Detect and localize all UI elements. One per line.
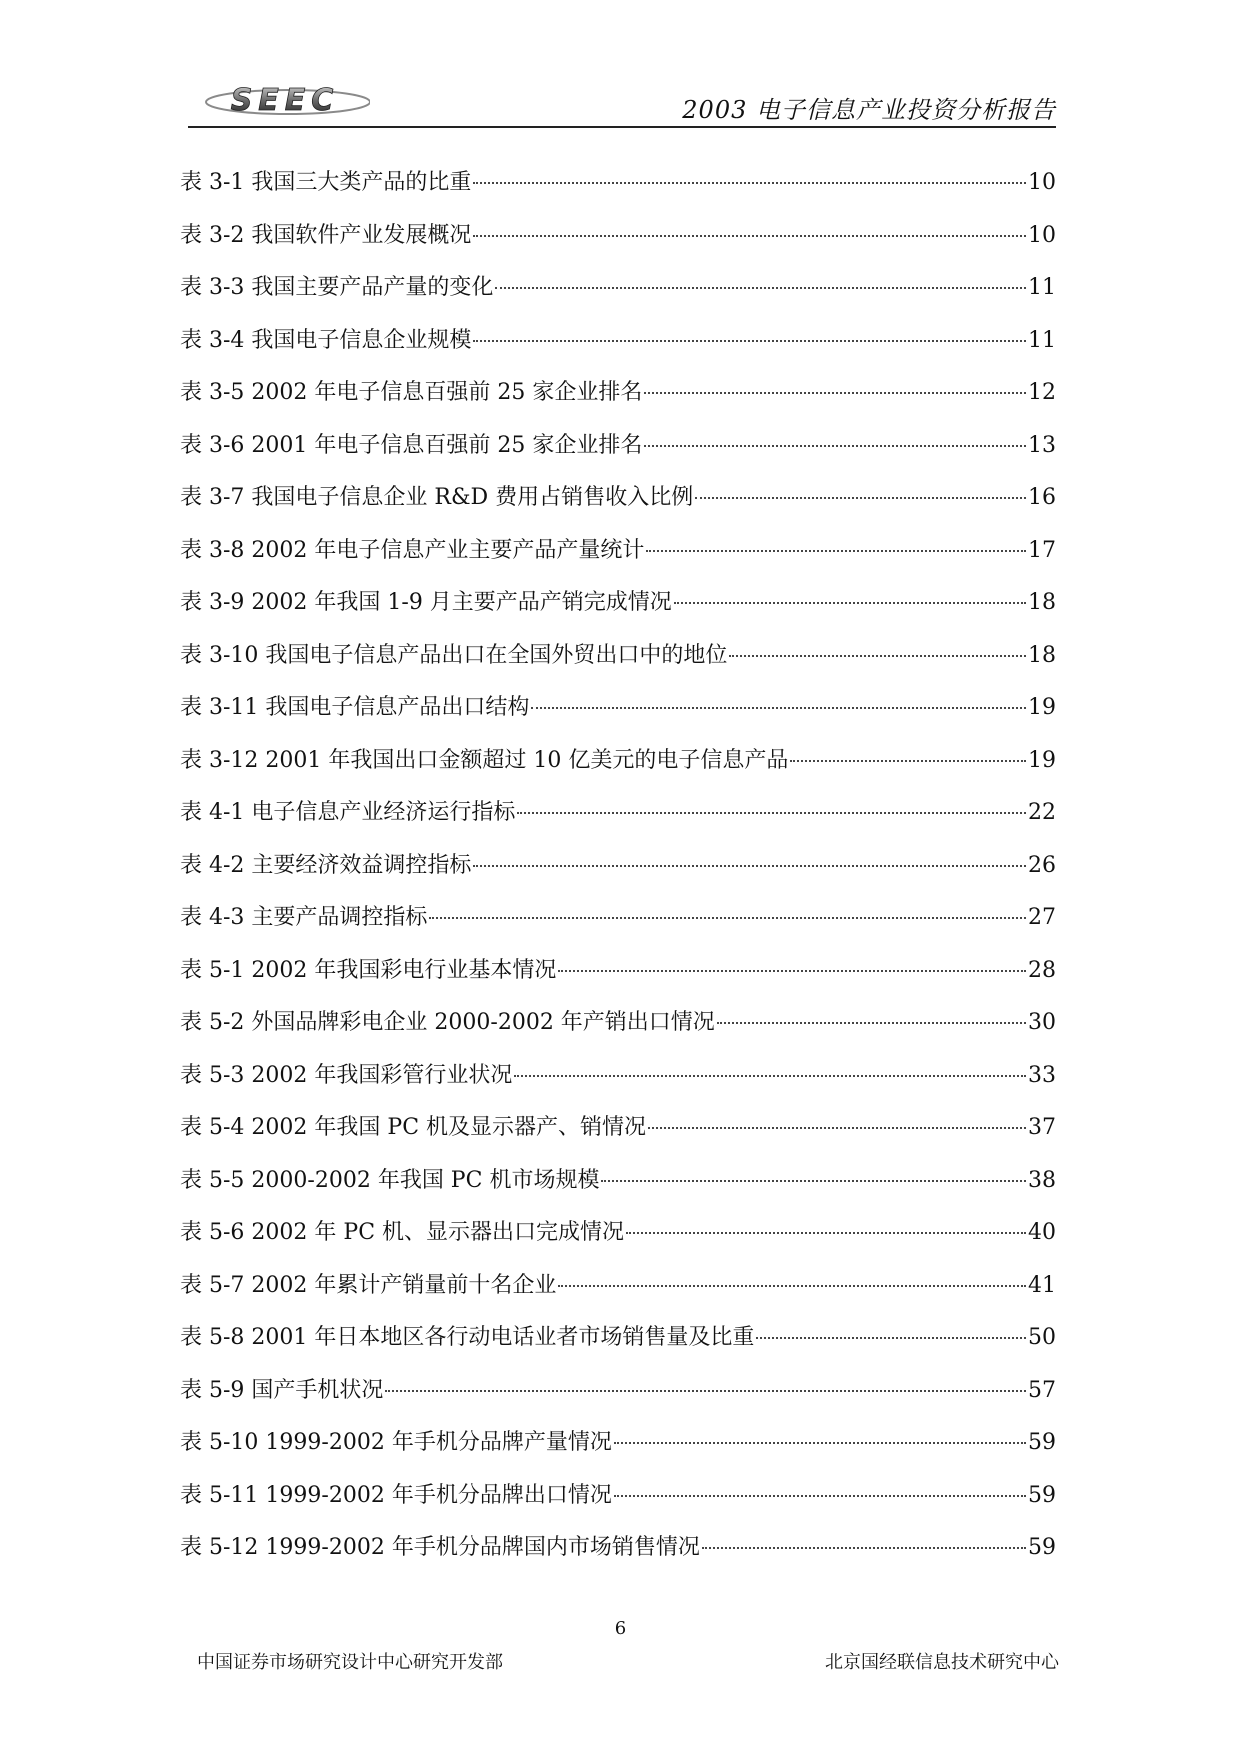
toc-entry-title: 表 4-3 主要产品调控指标 bbox=[180, 905, 428, 930]
toc-entry[interactable] bbox=[180, 1373, 1056, 1426]
toc-entry-title: 表 3-7 我国电子信息企业 R&D 费用占销售收入比例 bbox=[180, 485, 694, 510]
toc-entry[interactable] bbox=[180, 375, 1056, 428]
toc-entry-title: 表 5-9 国产手机状况 bbox=[180, 1377, 384, 1403]
toc-entry-title: 表 3-8 2002 年电子信息产业主要产品产量统计 bbox=[180, 537, 645, 563]
toc-dot-leader bbox=[558, 1285, 1026, 1287]
toc-entry-title: 表 3-5 2002 年电子信息百强前 25 家企业排名 bbox=[180, 380, 643, 405]
toc-entry-page: 22 bbox=[1028, 800, 1056, 825]
toc-entry-page: 38 bbox=[1028, 1167, 1056, 1193]
toc-entry-title: 表 5-5 2000-2002 年我国 PC 机市场规模 bbox=[180, 1167, 600, 1193]
toc-entry-page: 50 bbox=[1028, 1325, 1056, 1350]
toc-entry-title: 表 3-12 2001 年我国出口金额超过 10 亿美元的电子信息产品 bbox=[180, 747, 789, 773]
toc-entry-title: 表 3-1 我国三大类产品的比重 bbox=[180, 170, 472, 195]
toc-entry[interactable] bbox=[180, 1110, 1056, 1163]
table-of-contents bbox=[180, 165, 1056, 1583]
toc-dot-leader bbox=[729, 655, 1026, 657]
footer-left-text: 中国证券市场研究设计中心研究开发部 bbox=[197, 1652, 503, 1673]
toc-entry-page: 19 bbox=[1028, 695, 1056, 720]
toc-dot-leader bbox=[473, 182, 1026, 184]
toc-dot-leader bbox=[495, 287, 1026, 289]
toc-entry-page: 57 bbox=[1028, 1377, 1056, 1403]
toc-entry-page: 30 bbox=[1028, 1010, 1056, 1035]
toc-entry[interactable] bbox=[180, 1268, 1056, 1321]
toc-entry-title: 表 4-2 主要经济效益调控指标 bbox=[180, 852, 472, 878]
toc-entry-title: 表 5-12 1999-2002 年手机分品牌国内市场销售情况 bbox=[180, 1535, 700, 1560]
toc-entry-title: 表 5-10 1999-2002 年手机分品牌产量情况 bbox=[180, 1430, 612, 1455]
toc-entry-page: 10 bbox=[1028, 170, 1056, 195]
toc-dot-leader bbox=[517, 812, 1026, 814]
toc-entry-page: 11 bbox=[1028, 327, 1056, 353]
toc-entry-title: 表 3-11 我国电子信息产品出口结构 bbox=[180, 695, 530, 720]
toc-entry[interactable] bbox=[180, 1425, 1056, 1478]
toc-entry-page: 18 bbox=[1028, 642, 1056, 668]
toc-dot-leader bbox=[473, 865, 1026, 867]
toc-entry[interactable] bbox=[180, 1005, 1056, 1058]
toc-entry[interactable] bbox=[180, 1215, 1056, 1268]
toc-entry-page: 10 bbox=[1028, 222, 1056, 248]
toc-entry[interactable] bbox=[180, 218, 1056, 271]
toc-dot-leader bbox=[473, 235, 1026, 237]
toc-dot-leader bbox=[429, 917, 1026, 919]
toc-dot-leader bbox=[674, 602, 1026, 604]
toc-entry-page: 27 bbox=[1028, 905, 1056, 930]
toc-entry-page: 11 bbox=[1028, 275, 1056, 300]
toc-dot-leader bbox=[626, 1232, 1026, 1234]
toc-entry-title: 表 5-11 1999-2002 年手机分品牌出口情况 bbox=[180, 1482, 612, 1508]
toc-entry-page: 59 bbox=[1028, 1535, 1056, 1560]
toc-entry-page: 40 bbox=[1028, 1220, 1056, 1245]
toc-entry-page: 41 bbox=[1028, 1272, 1056, 1298]
toc-entry-page: 37 bbox=[1028, 1115, 1056, 1140]
toc-entry-page: 59 bbox=[1028, 1482, 1056, 1508]
toc-entry[interactable] bbox=[180, 1530, 1056, 1583]
toc-entry-page: 59 bbox=[1028, 1430, 1056, 1455]
toc-dot-leader bbox=[385, 1390, 1026, 1392]
toc-entry[interactable] bbox=[180, 165, 1056, 218]
toc-entry[interactable] bbox=[180, 1058, 1056, 1111]
toc-entry-page: 19 bbox=[1028, 747, 1056, 773]
toc-entry-page: 16 bbox=[1028, 485, 1056, 510]
toc-entry[interactable] bbox=[180, 743, 1056, 796]
toc-entry[interactable] bbox=[180, 428, 1056, 481]
footer-right-text: 北京国经联信息技术研究中心 bbox=[825, 1652, 1059, 1673]
toc-entry-page: 12 bbox=[1028, 380, 1056, 405]
page-header bbox=[188, 80, 1056, 128]
toc-dot-leader bbox=[614, 1495, 1026, 1497]
toc-entry[interactable] bbox=[180, 1478, 1056, 1531]
toc-dot-leader bbox=[648, 1127, 1026, 1129]
toc-entry-title: 表 3-3 我国主要产品产量的变化 bbox=[180, 275, 494, 300]
toc-entry-page: 13 bbox=[1028, 432, 1056, 458]
toc-entry-title: 表 5-2 外国品牌彩电企业 2000-2002 年产销出口情况 bbox=[180, 1010, 715, 1035]
toc-dot-leader bbox=[702, 1547, 1026, 1549]
toc-dot-leader bbox=[614, 1442, 1026, 1444]
toc-entry-page: 33 bbox=[1028, 1062, 1056, 1088]
toc-entry-title: 表 5-7 2002 年累计产销量前十名企业 bbox=[180, 1272, 557, 1298]
toc-entry[interactable] bbox=[180, 270, 1056, 323]
toc-entry-page: 26 bbox=[1028, 852, 1056, 878]
toc-entry-title: 表 5-4 2002 年我国 PC 机及显示器产、销情况 bbox=[180, 1115, 647, 1140]
toc-entry[interactable] bbox=[180, 638, 1056, 691]
report-title: 2003 电子信息产业投资分析报告 bbox=[682, 96, 1056, 124]
logo-text: SEEC bbox=[230, 83, 340, 118]
toc-entry[interactable] bbox=[180, 1163, 1056, 1216]
toc-entry-title: 表 5-1 2002 年我国彩电行业基本情况 bbox=[180, 957, 557, 983]
toc-entry-title: 表 5-8 2001 年日本地区各行动电话业者市场销售量及比重 bbox=[180, 1325, 755, 1350]
toc-dot-leader bbox=[717, 1022, 1026, 1024]
toc-entry[interactable] bbox=[180, 848, 1056, 901]
toc-dot-leader bbox=[473, 340, 1026, 342]
toc-entry-title: 表 3-10 我国电子信息产品出口在全国外贸出口中的地位 bbox=[180, 642, 728, 668]
toc-entry[interactable] bbox=[180, 953, 1056, 1006]
toc-dot-leader bbox=[695, 497, 1026, 499]
toc-dot-leader bbox=[644, 392, 1026, 394]
toc-dot-leader bbox=[646, 550, 1026, 552]
toc-entry-title: 表 3-9 2002 年我国 1-9 月主要产品产销完成情况 bbox=[180, 590, 672, 615]
seec-logo bbox=[200, 82, 370, 118]
toc-entry[interactable] bbox=[180, 323, 1056, 376]
toc-entry-title: 表 4-1 电子信息产业经济运行指标 bbox=[180, 800, 516, 825]
page-number: 6 bbox=[614, 1618, 627, 1639]
toc-entry[interactable] bbox=[180, 690, 1056, 743]
toc-dot-leader bbox=[601, 1180, 1026, 1182]
toc-entry[interactable] bbox=[180, 480, 1056, 533]
toc-entry[interactable] bbox=[180, 533, 1056, 586]
toc-entry-title: 表 3-2 我国软件产业发展概况 bbox=[180, 222, 472, 248]
toc-entry-page: 17 bbox=[1028, 537, 1056, 563]
toc-entry-page: 28 bbox=[1028, 957, 1056, 983]
toc-dot-leader bbox=[756, 1337, 1026, 1339]
toc-entry-title: 表 5-6 2002 年 PC 机、显示器出口完成情况 bbox=[180, 1220, 625, 1245]
toc-dot-leader bbox=[531, 707, 1026, 709]
toc-entry-page: 18 bbox=[1028, 590, 1056, 615]
toc-entry[interactable] bbox=[180, 900, 1056, 953]
toc-entry[interactable] bbox=[180, 1320, 1056, 1373]
toc-entry-title: 表 3-4 我国电子信息企业规模 bbox=[180, 327, 472, 353]
toc-dot-leader bbox=[790, 760, 1026, 762]
toc-entry-title: 表 3-6 2001 年电子信息百强前 25 家企业排名 bbox=[180, 432, 643, 458]
toc-dot-leader bbox=[514, 1075, 1026, 1077]
toc-entry[interactable] bbox=[180, 795, 1056, 848]
toc-dot-leader bbox=[558, 970, 1026, 972]
toc-dot-leader bbox=[644, 445, 1026, 447]
toc-entry-title: 表 5-3 2002 年我国彩管行业状况 bbox=[180, 1062, 513, 1088]
toc-entry[interactable] bbox=[180, 585, 1056, 638]
